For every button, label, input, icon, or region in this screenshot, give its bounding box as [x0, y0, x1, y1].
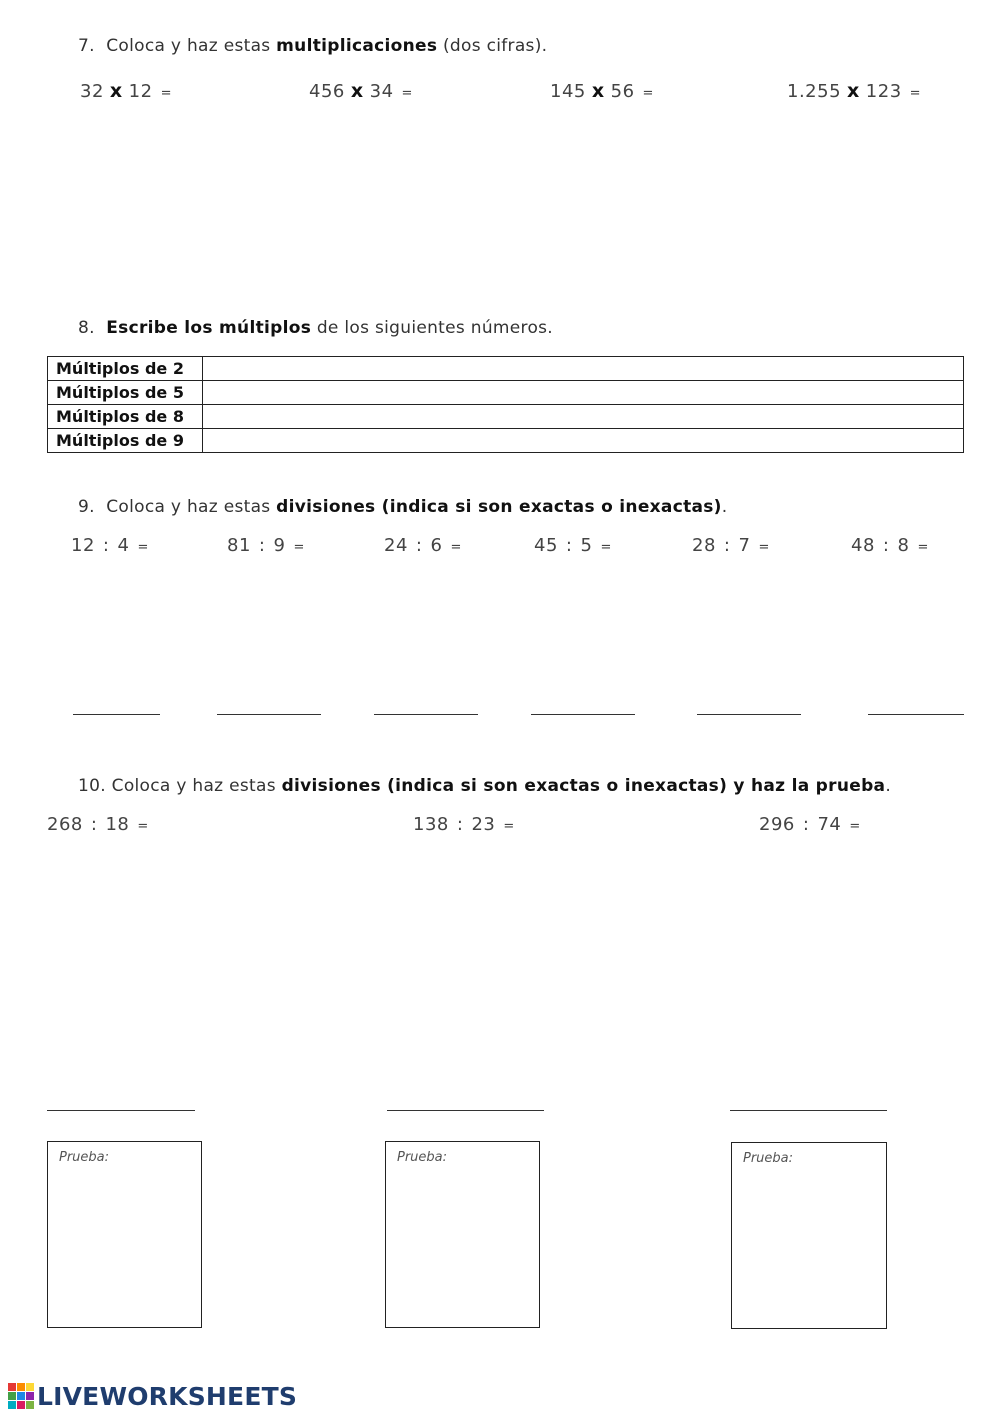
ex7-operation: [787, 80, 921, 102]
ex9-instruction-end: .: [721, 497, 728, 517]
operand-b: 6: [430, 535, 443, 556]
answer-blank[interactable]: [531, 714, 635, 715]
proof-box[interactable]: [731, 1142, 887, 1329]
ex9-operation: [227, 535, 305, 556]
operand-a: 24: [384, 535, 408, 556]
operand-a: 456: [309, 81, 345, 102]
ex10-instruction-end: .: [885, 776, 892, 796]
answer-blank[interactable]: [730, 1110, 887, 1111]
logo-grid-icon: [8, 1383, 34, 1409]
ex8-title: [78, 318, 553, 338]
operand-b: 12: [128, 81, 153, 102]
row-label: Múltiplos de 9: [48, 429, 203, 453]
answer-blank[interactable]: [217, 714, 321, 715]
row-label: Múltiplos de 8: [48, 405, 203, 429]
operand-b: 9: [273, 535, 286, 556]
times-sign: x: [847, 80, 860, 102]
row-label: Múltiplos de 5: [48, 381, 203, 405]
ex10-instruction: Coloca y haz estas: [111, 776, 276, 796]
equals-sign: =: [917, 540, 929, 555]
operand-a: 28: [692, 535, 716, 556]
equals-sign: =: [401, 86, 413, 101]
ex7-title: [78, 36, 547, 56]
ex10-operation: [47, 814, 149, 835]
table-row: [48, 405, 964, 429]
ex9-operation: [851, 535, 929, 556]
operand-a: 81: [227, 535, 251, 556]
ex7-instruction-bold: multiplicaciones: [276, 36, 438, 56]
equals-sign: =: [137, 540, 149, 555]
ex9-instruction: Coloca y haz estas: [106, 497, 271, 517]
row-label: Múltiplos de 2: [48, 357, 203, 381]
divide-sign: :: [565, 535, 573, 556]
answer-blank[interactable]: [868, 714, 964, 715]
logo-tile: [26, 1392, 34, 1400]
divide-sign: :: [102, 535, 110, 556]
logo-tile: [26, 1383, 34, 1391]
operand-a: 138: [413, 814, 449, 835]
table-row: [48, 429, 964, 453]
ex10-operation: [759, 814, 861, 835]
logo-tile: [8, 1392, 16, 1400]
divide-sign: :: [258, 535, 266, 556]
equals-sign: =: [503, 819, 515, 834]
equals-sign: =: [909, 86, 922, 101]
ex9-number: 9.: [78, 497, 95, 517]
operand-a: 145: [550, 81, 586, 102]
answer-blank[interactable]: [387, 1110, 544, 1111]
ex9-instruction-bold: divisiones (indica si son exactas o inexactas): [276, 497, 722, 517]
times-sign: x: [109, 80, 123, 102]
times-sign: x: [591, 80, 605, 102]
equals-sign: =: [600, 540, 612, 555]
logo-tile: [17, 1383, 25, 1391]
proof-label: Prueba:: [397, 1150, 448, 1165]
logo-tile: [26, 1401, 34, 1409]
logo-text: LIVEWORKSHEETS: [37, 1381, 298, 1411]
operand-a: 296: [759, 814, 795, 835]
ex7-instruction-end: (dos cifras).: [443, 36, 548, 56]
equals-sign: =: [642, 86, 654, 101]
answer-blank[interactable]: [47, 1110, 195, 1111]
answer-cell[interactable]: [203, 381, 964, 405]
equals-sign: =: [160, 86, 172, 101]
ex10-instruction-bold: divisiones (indica si son exactas o inexactas) y haz la prueba: [281, 776, 886, 796]
equals-sign: =: [758, 540, 770, 555]
proof-label: Prueba:: [743, 1151, 794, 1166]
divide-sign: :: [723, 535, 731, 556]
answer-blank[interactable]: [73, 714, 160, 715]
divide-sign: :: [90, 814, 98, 835]
ex9-operation: [71, 535, 149, 556]
ex7-operation: [309, 80, 413, 102]
table-row: [48, 381, 964, 405]
proof-label: Prueba:: [59, 1150, 110, 1165]
answer-blank[interactable]: [697, 714, 801, 715]
ex8-instruction-bold: Escribe los múltiplos: [106, 318, 312, 338]
divide-sign: :: [882, 535, 890, 556]
operand-a: 268: [47, 814, 83, 835]
divide-sign: :: [415, 535, 423, 556]
operand-b: 123: [865, 81, 902, 102]
ex10-number: 10.: [78, 776, 106, 796]
answer-cell[interactable]: [203, 357, 964, 381]
operand-a: 12: [71, 535, 95, 556]
divide-sign: :: [802, 814, 810, 835]
divide-sign: :: [456, 814, 464, 835]
operand-b: 5: [580, 535, 593, 556]
answer-cell[interactable]: [203, 429, 964, 453]
ex9-operation: [534, 535, 612, 556]
ex8-number: 8.: [78, 318, 95, 338]
equals-sign: =: [293, 540, 305, 555]
ex7-operation: [80, 80, 172, 102]
logo-tile: [8, 1401, 16, 1409]
proof-box[interactable]: [47, 1141, 202, 1328]
equals-sign: =: [450, 540, 462, 555]
operand-b: 74: [817, 814, 842, 835]
operand-a: 1.255: [787, 81, 842, 102]
operand-b: 4: [117, 535, 130, 556]
ex7-operation: [550, 80, 654, 102]
operand-b: 56: [610, 81, 635, 102]
liveworksheets-logo: [8, 1381, 297, 1411]
operand-b: 23: [471, 814, 496, 835]
table-row: [48, 357, 964, 381]
equals-sign: =: [849, 819, 861, 834]
ex10-operation: [413, 814, 515, 835]
operand-b: 34: [369, 81, 394, 102]
operand-b: 18: [105, 814, 130, 835]
answer-cell[interactable]: [203, 405, 964, 429]
ex9-operation: [692, 535, 770, 556]
ex9-title: [78, 497, 727, 517]
operand-a: 45: [534, 535, 558, 556]
logo-tile: [17, 1401, 25, 1409]
ex10-title: [78, 776, 891, 796]
ex7-instruction: Coloca y haz estas: [106, 36, 271, 56]
multiples-table: [47, 356, 964, 453]
operand-b: 7: [738, 535, 751, 556]
proof-box[interactable]: [385, 1141, 540, 1328]
times-sign: x: [350, 80, 364, 102]
ex9-operation: [384, 535, 462, 556]
answer-blank[interactable]: [374, 714, 478, 715]
logo-tile: [8, 1383, 16, 1391]
ex7-number: 7.: [78, 36, 95, 56]
operand-a: 48: [851, 535, 875, 556]
logo-tile: [17, 1392, 25, 1400]
equals-sign: =: [137, 819, 149, 834]
ex8-instruction-end: de los siguientes números.: [316, 318, 554, 338]
operand-a: 32: [80, 81, 104, 102]
operand-b: 8: [897, 535, 910, 556]
